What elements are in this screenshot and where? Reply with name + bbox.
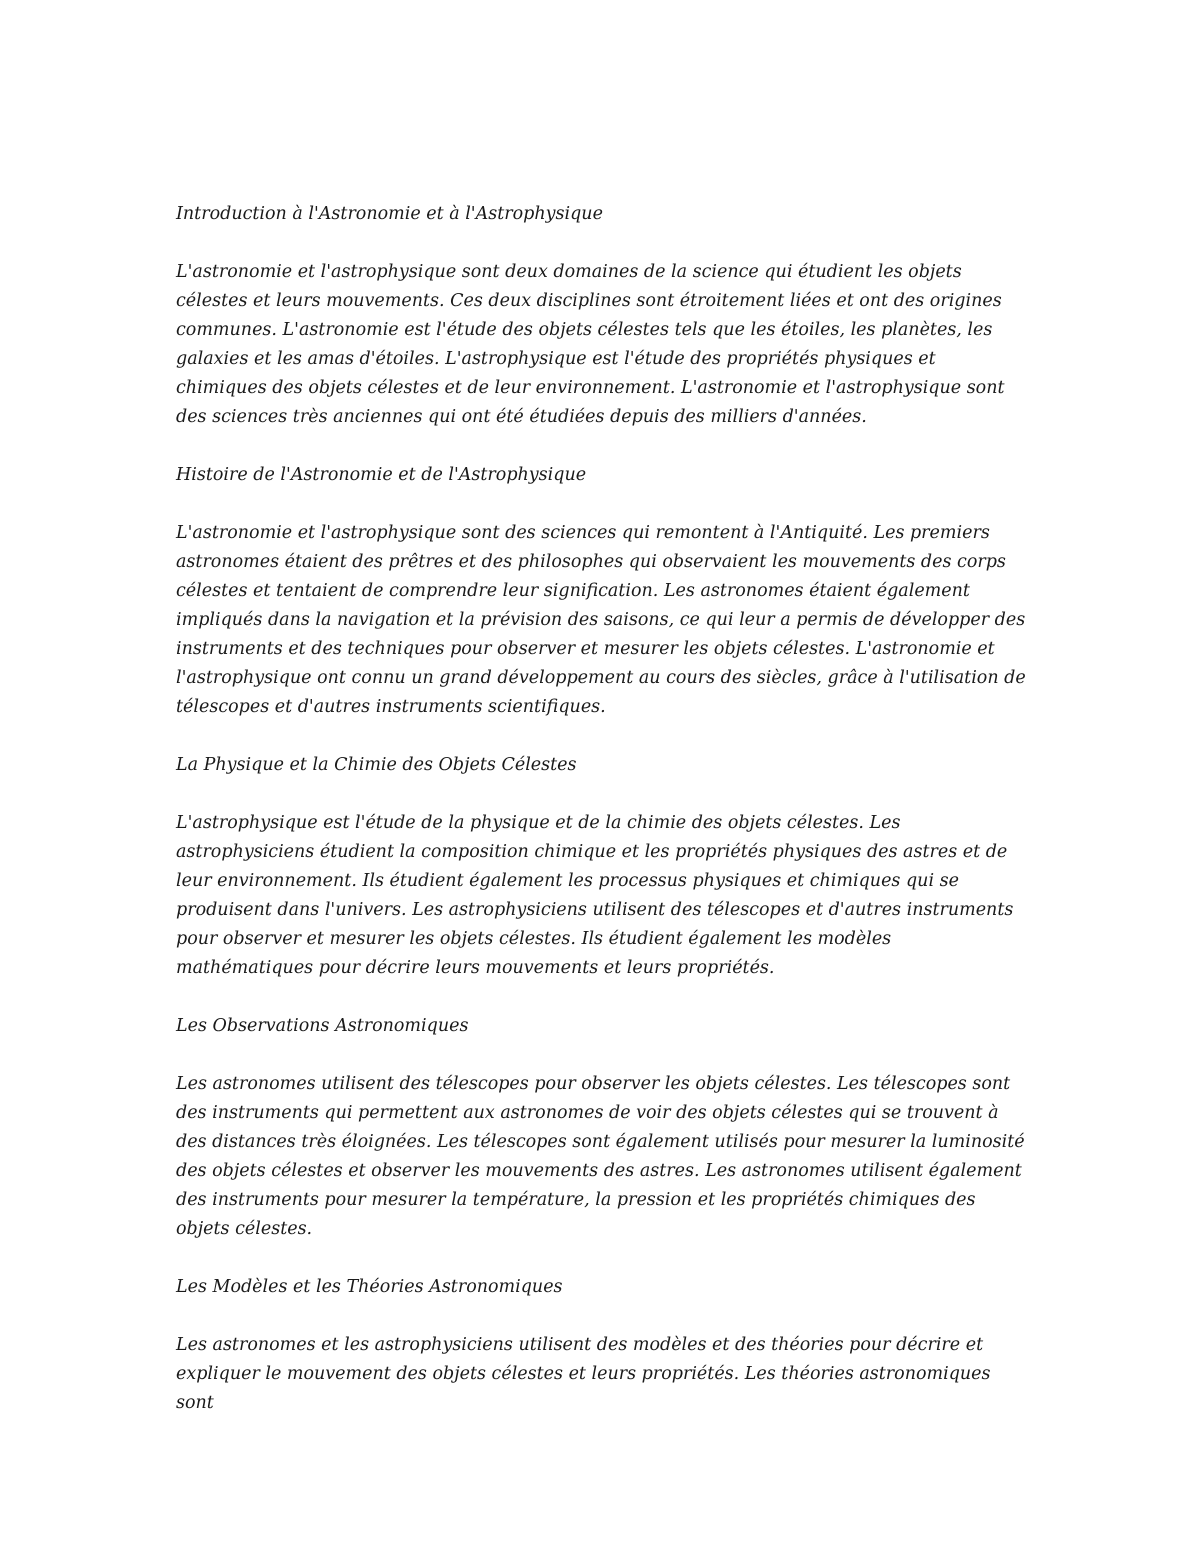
document-body (176, 200, 1026, 1447)
section-paragraph-observations: Les astronomes utilisent des télescopes pour observer les objets célestes. Les télescopes sont des instruments qui permettent aux astronomes de voir des objets célestes qui se trouvent à des distances très éloignées. Les télescopes sont également utilisés pour mesurer la luminosité des objets célestes et observer les mouvements des astres. Les astronomes utilisent également des instruments pour mesurer la température, la pression et les propriétés chimiques des objets célestes. (176, 1074, 1025, 1239)
section-heading-physique-chimie: La Physique et la Chimie des Objets Célestes (176, 755, 577, 775)
section-paragraph-physique-chimie: L'astrophysique est l'étude de la physique et de la chimie des objets célestes. Les astrophysiciens étudient la composition chimique et les propriétés physiques des astres et de leur environnement. Ils étudient également les processus physiques et chimiques qui se produisent dans l'univers. Les astrophysiciens utilisent des télescopes et d'autres instruments pour observer et mesurer les objets célestes. Ils étudient également les modèles mathématiques pour décrire leurs mouvements et leurs propriétés. (176, 813, 1014, 978)
section-paragraph-introduction: L'astronomie et l'astrophysique sont deux domaines de la science qui étudient les objets célestes et leurs mouvements. Ces deux disciplines sont étroitement liées et ont des origines communes. L'astronomie est l'étude des objets célestes tels que les étoiles, les planètes, les galaxies et les amas d'étoiles. L'astrophysique est l'étude des propriétés physiques et chimiques des objets célestes et de leur environnement. L'astronomie et l'astrophysique sont des sciences très anciennes qui ont été étudiées depuis des milliers d'années. (176, 262, 1005, 427)
section-paragraph-histoire: L'astronomie et l'astrophysique sont des sciences qui remontent à l'Antiquité. Les premiers astronomes étaient des prêtres et des philosophes qui observaient les mouvements des corps célestes et tentaient de comprendre leur signification. Les astronomes étaient également impliqués dans la navigation et la prévision des saisons, ce qui leur a permis de développer des instruments et des techniques pour observer et mesurer les objets célestes. L'astronomie et l'astrophysique ont connu un grand développement au cours des siècles, grâce à l'utilisation de télescopes et d'autres instruments scientifiques. (176, 523, 1026, 717)
section-heading-modeles-theories: Les Modèles et les Théories Astronomiques (176, 1277, 563, 1297)
section-heading-introduction: Introduction à l'Astronomie et à l'Astrophysique (176, 204, 603, 224)
section-paragraph-modeles-theories: Les astronomes et les astrophysiciens utilisent des modèles et des théories pour décrire et expliquer le mouvement des objets célestes et leurs propriétés. Les théories astronomiques sont (176, 1335, 991, 1413)
section-heading-observations: Les Observations Astronomiques (176, 1016, 469, 1036)
section-heading-histoire: Histoire de l'Astronomie et de l'Astrophysique (176, 465, 587, 485)
